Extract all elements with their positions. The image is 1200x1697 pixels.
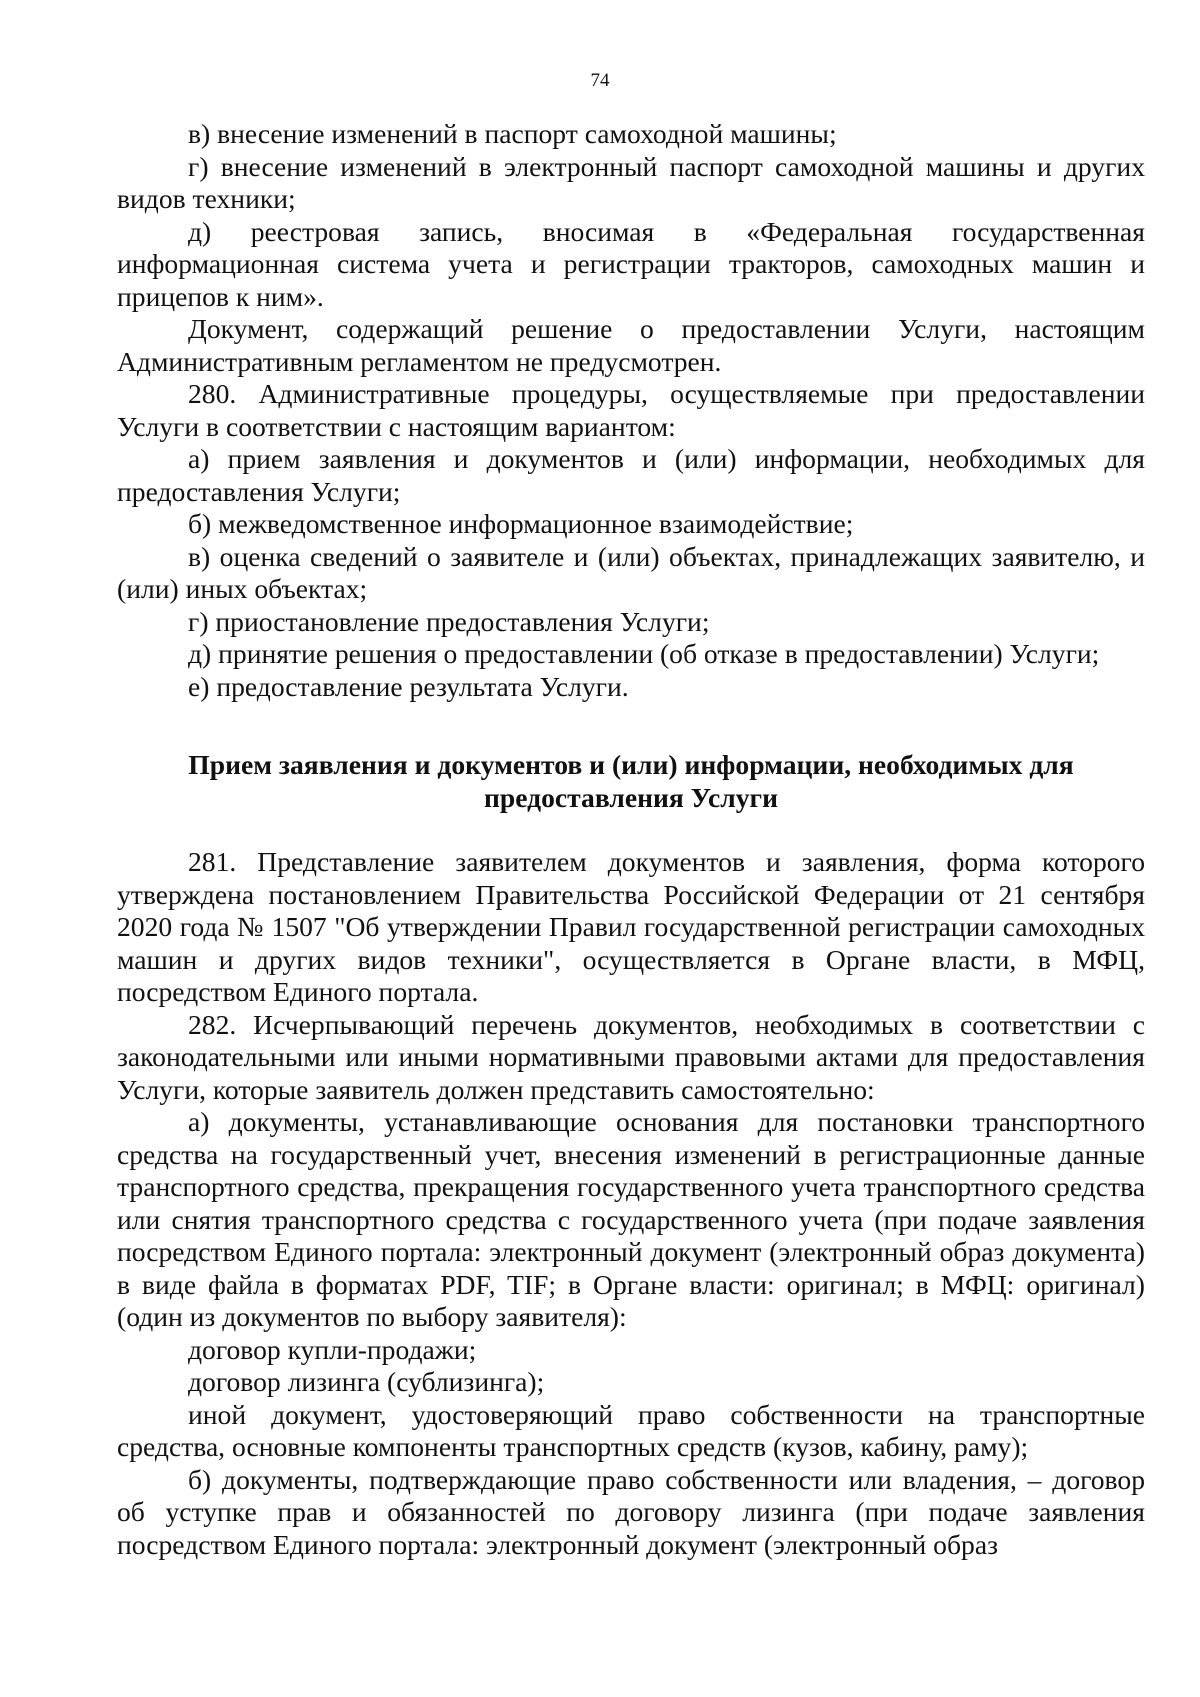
page-content: [117, 118, 1145, 1561]
list-item-e-result: е) предоставление результата Услуги.: [188, 670, 629, 702]
section-heading: Прием заявления и документов и (или) информации, необходимых для предоставления Услуги: [188, 749, 1074, 813]
list-item-b-interagency: б) межведомственное информационное взаимодействие;: [188, 508, 854, 539]
list-item-sale-contract: договор купли-продажи;: [188, 1333, 477, 1365]
list-item-a-reception: а) прием заявления и документов и (или) информации, необходимых для предоставления Услуги;: [117, 443, 1145, 507]
list-item-d-decision: д) принятие решения о предоставлении (об отказе в предоставлении) Услуги;: [188, 638, 1100, 669]
list-item-g-suspension: г) приостановление предоставления Услуги;: [188, 605, 710, 637]
list-item-v-assessment: в) оценка сведений о заявителе и (или) объектах, принадлежащих заявителю, и (или) иных объектах;: [117, 540, 1145, 604]
paragraph-280: 280. Административные процедуры, осуществляемые при предоставлении Услуги в соответствии с настоящим вариантом:: [117, 378, 1145, 442]
list-item-leasing-contract: договор лизинга (сублизинга);: [188, 1366, 545, 1397]
list-item-other-ownership-document: иной документ, удостоверяющий право собственности на транспортные средства, основные компоненты транспортных средств (кузов, кабину, раму);: [117, 1398, 1145, 1462]
paragraph-281: 281. Представление заявителем документов и заявления, форма которого утверждена постановлением Правительства Российской Федерации от 21 сентября 2020 года № 1507 "Об утверждении Правил государственной регистрации самоходных машин и других видов техники", осуществляется в Органе власти, в МФЦ, посредством Единого портала.: [117, 846, 1145, 1007]
paragraph-282: 282. Исчерпывающий перечень документов, необходимых в соответствии с законодательными или иными нормативными правовыми актами для предоставления Услуги, которые заявитель должен представить самостоятельно:: [117, 1008, 1145, 1105]
list-item-v-passport: в) внесение изменений в паспорт самоходной машины;: [188, 118, 837, 149]
list-item-g-electronic-passport: г) внесение изменений в электронный паспорт самоходной машины и других видов техники;: [117, 150, 1145, 214]
list-item-d-registry-record: д) реестровая запись, вносимая в «Федеральная государственная информационная система учета и регистрации тракторов, самоходных машин и прицепов к ним».: [117, 215, 1145, 312]
page-number: 74: [590, 70, 610, 91]
list-item-b-ownership-documents: б) документы, подтверждающие право собственности или владения, – договор об уступке прав и обязанностей по договору лизинга (при подаче заявления посредством Единого портала: электронный документ (электронный образ: [117, 1463, 1145, 1560]
list-item-a-documents: а) документы, устанавливающие основания для постановки транспортного средства на государственный учет, внесения изменений в регистрационные данные транспортного средства, прекращения государственного учета транспортного средства или снятия транспортного средства с государственного учета (при подаче заявления посредством Единого портала: электронный документ (электронный образ документа) в виде файла в форматах PDF, TIF; в Органе власти: оригинал; в МФЦ: оригинал) (один из документов по выбору заявителя):: [117, 1106, 1145, 1332]
paragraph-decision-document: Документ, содержащий решение о предоставлении Услуги, настоящим Административным регламентом не предусмотрен.: [117, 313, 1145, 377]
